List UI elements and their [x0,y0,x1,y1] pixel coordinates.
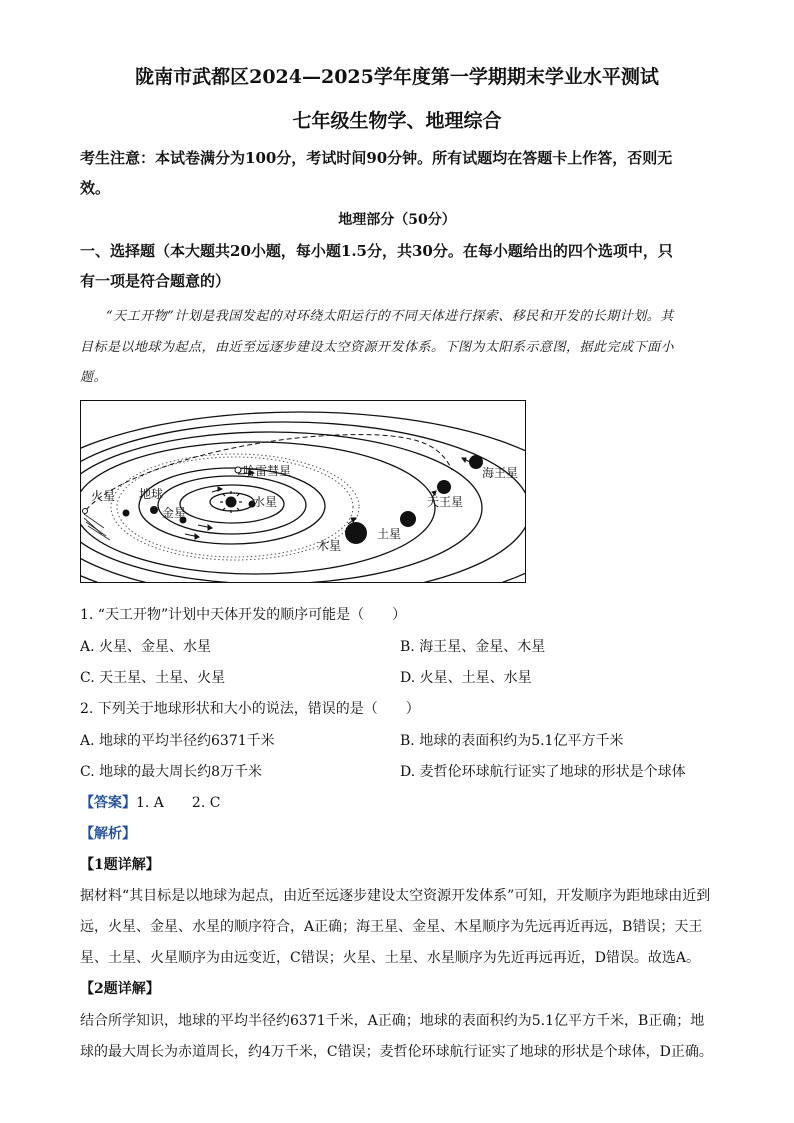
question-2-option-c: C. 地球的最大周长约8万千米 [80,764,263,780]
label-earth: 地球 [139,487,164,501]
mars-planet [123,510,130,517]
notice-line-1: 考生注意：本试卷满分为100分，考试时间90分钟。所有试题均在答题卡上作答，否则无 [80,149,673,167]
label-mercury: 水星 [253,495,278,509]
question-1-option-c: C. 天王星、土星、火星 [80,670,226,686]
jupiter-planet [345,522,367,544]
q2-analysis-line-2: 球的最大周长为赤道周长，约4万千米，C错误；麦哲伦环球航行证实了地球的形状是个球体，D正确。 [80,1044,713,1060]
q1-analysis-line-2: 远，火星、金星、水星的顺序符合，A正确；海王星、金星、木星顺序为先远再近再远，B错误；天王 [80,919,703,935]
exam-subtitle: 七年级生物学、地理综合 [292,110,502,132]
label-uranus: 天王星 [427,495,464,509]
part-heading-line-1: 一、选择题（本大题共20小题，每小题1.5分，共30分。在每小题给出的四个选项中，只 [80,242,673,260]
question-2-option-d: D. 麦哲伦环球航行证实了地球的形状是个球体 [400,764,686,780]
passage-line-2: 目标是以地球为起点，由近至远逐步建设太空资源开发体系。下图为太阳系示意图，据此完成下面小 [80,340,675,355]
label-neptune: 海王星 [482,466,519,480]
section-heading: 地理部分（50分） [338,212,456,228]
uranus-planet [437,480,451,494]
question-1-stem: 1. “天工开物”计划中天体开发的顺序可能是（ ） [80,607,407,623]
earth-planet [150,506,158,514]
label-mars: 火星 [91,489,116,503]
q2-analysis-line-1: 结合所学知识，地球的平均半径约6371千米，A正确；地球的表面积约为5.1亿平方千米，B正确；地 [80,1013,705,1029]
answer-line [80,792,220,812]
question-1-option-b: B. 海王星、金星、木星 [400,639,546,655]
answer-label: 【答案】 [80,795,136,811]
q1-analysis-label: 【1题详解】 [80,857,160,873]
q2-analysis-label: 【2题详解】 [80,981,160,997]
label-saturn: 土星 [377,527,402,541]
answer-text: 1. A 2. C [136,795,221,811]
passage-line-1: “天工开物”计划是我国发起的对环绕太阳运行的不同天体进行探索、移民和开发的长期计划。其 [106,309,674,324]
q1-analysis-line-3: 星、土星、火星顺序为由远变近，C错误；火星、土星、水星顺序为先近再远再近，D错误。故选A。 [80,950,701,966]
label-venus: 金星 [162,506,187,520]
question-2-option-b: B. 地球的表面积约为5.1亿平方千米 [400,733,624,749]
exam-title: 陇南市武都区2024—2025学年度第一学期期末学业水平测试 [135,66,659,88]
solar-system-diagram [80,400,526,583]
label-halley: 哈雷彗星 [243,464,292,478]
question-1-option-d: D. 火星、土星、水星 [400,670,532,686]
question-2-stem: 2. 下列关于地球形状和大小的说法，错误的是（ ） [80,701,420,717]
passage-line-3: 题。 [80,370,108,385]
analysis-label: 【解析】 [80,826,136,842]
saturn-planet [400,511,416,527]
label-jupiter: 木星 [317,539,342,553]
halley-comet-marker [235,467,241,473]
question-1-option-a: A. 火星、金星、水星 [80,639,212,655]
q1-analysis-line-1: 据材料“其目标是以地球为起点，由近至远逐步建设太空资源开发体系”可知，开发顺序为距地球由近到 [80,888,711,904]
notice-line-2: 效。 [80,179,111,197]
question-2-option-a: A. 地球的平均半径约6371千米 [80,733,275,749]
part-heading-line-2: 有一项是符合题意的） [80,272,231,290]
neptune-planet [469,455,483,469]
